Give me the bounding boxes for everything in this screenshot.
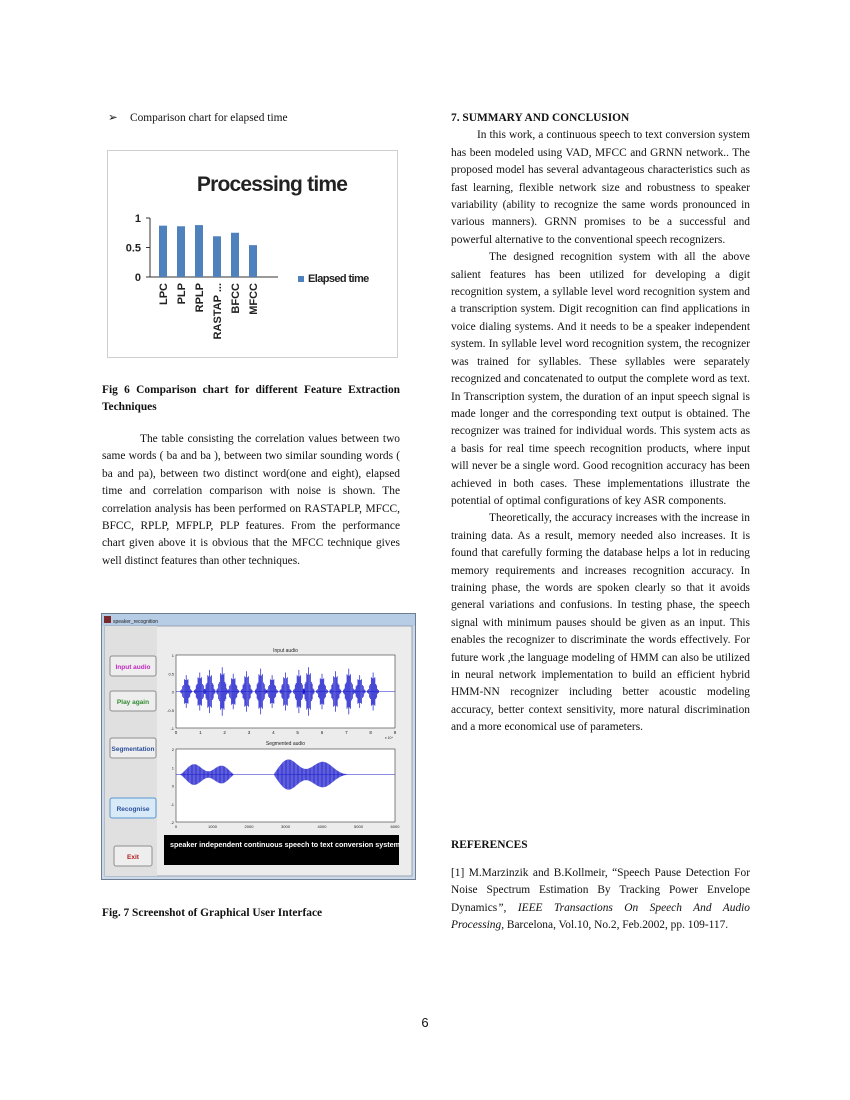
- matlab-app-icon: [104, 616, 111, 623]
- legend-label: Elapsed time: [308, 273, 369, 285]
- plot2-x-tick: 2000: [244, 824, 254, 829]
- chart-svg: [108, 151, 397, 357]
- reference-1-authors-title: [1] M.Marzinzik and B.Kollmeir, “Speech Pause Detection For Noise Spectrum Estimation By Tracking Power Envelope Dynamics: [451, 867, 750, 914]
- bar-4: [231, 233, 239, 277]
- x-tick-label: BFCC: [230, 283, 242, 314]
- gui-button-label: Play again: [116, 699, 150, 706]
- references-title: REFERENCES: [451, 839, 528, 851]
- plot2-x-tick: 4000: [317, 824, 327, 829]
- plot1-x-tick: 9: [393, 730, 397, 735]
- bar-5: [249, 245, 257, 277]
- gui-button-label: Segmentation: [111, 746, 155, 753]
- plot1-title: Input audio: [273, 648, 298, 654]
- plot1-x-tick: 4: [272, 730, 275, 735]
- window-title: speaker_recognition: [113, 619, 159, 625]
- bullet-text: Comparison chart for elapsed time: [130, 112, 288, 124]
- plot2-y-tick: 2: [171, 747, 174, 752]
- plot1-x-tick: 7: [345, 730, 348, 735]
- plot2-y-tick: -2: [170, 820, 174, 825]
- plot2-title: Segmented audio: [265, 741, 306, 747]
- y-tick-label: 0: [134, 272, 141, 284]
- x-tick-label: RASTAP ...: [212, 283, 224, 340]
- fig7-caption: Fig. 7 Screenshot of Graphical User Interface: [102, 907, 323, 919]
- plot1-x-tick: 0: [174, 730, 178, 735]
- section-title: 7. SUMMARY AND CONCLUSION: [451, 112, 630, 124]
- reference-1-journal: ”, IEEE Transactions On Speech And Audio Processing,: [451, 901, 750, 932]
- legend-swatch: [298, 276, 304, 282]
- bar-2: [195, 225, 203, 277]
- gui-svg: [101, 613, 416, 880]
- x-tick-label: PLP: [176, 283, 188, 305]
- plot1-y-tick: -0.5: [167, 707, 174, 713]
- plot1-y-tick: 1: [171, 653, 174, 658]
- summary-paragraph-1: In this work, a continuous speech to text conversion system has been modeled using VAD, MFCC and GRNN network.. The proposed model has several advantageous characteristics such as fast learning, flexible network size and robustness to speaker variability (ability to recognize the same words pronounced in various manners). GRNN promises to be a successful and powerful alternative to the conventional speech recognizers.: [451, 129, 750, 246]
- reference-1-details: Barcelona, Vol.10, No.2, Feb.2002, pp. 109-117.: [504, 919, 729, 932]
- references-section: [451, 839, 750, 935]
- plot2-y-tick: 0: [171, 783, 174, 789]
- x-tick-label: LPC: [158, 283, 170, 305]
- gui-button-label: Input audio: [115, 664, 151, 671]
- fig6-caption: Fig 6 Comparison chart for different Feature Extraction Techniques: [102, 384, 400, 414]
- plot1-y-tick: 0: [171, 689, 174, 695]
- page-number: 6: [421, 1015, 429, 1030]
- plot2-x-tick: 1000: [208, 824, 217, 829]
- chart-title: Processing time: [196, 173, 348, 196]
- plot1-x-tick: 8: [369, 730, 372, 735]
- plot1-x-tick: 1: [199, 730, 202, 735]
- gui-button-label: Recognise: [116, 806, 150, 813]
- gui-button-label: Exit: [127, 854, 139, 861]
- plot1-x-tick: 2: [223, 730, 226, 735]
- bullet-line: [108, 110, 288, 124]
- plot2-y-tick: -1: [170, 801, 174, 807]
- bar-1: [177, 226, 185, 277]
- arrow-bullet-icon: ➢: [108, 112, 118, 124]
- summary-paragraph-3: Theoretically, the accuracy increases with the increase in training data. As a result, memory needed also increases. It is found that carefully forming the database helps a lot in reducing memory requirements and increases recognition accuracy. In training phase, the words are spoken clearly so that it avoids general variations and confusions. In testing phase, the speech signal with minimum pauses should be given as an input. This enables the recognizer to discriminate the words effectively. For future work ,the language modeling of HMM can also be utilized in neural network implementation to build an efficient hybrid HMM-NN recognizer including better acoustic modeling accuracy, better context sensitivity, more natural discrimination and a more economical use of parameters.: [451, 512, 750, 734]
- plot2-x-tick: 0: [174, 824, 178, 829]
- x-tick-label: MFCC: [248, 283, 260, 315]
- plot1-x-tick: 3: [247, 730, 251, 735]
- plot2-x-tick: 3000: [281, 824, 290, 829]
- gui-screenshot: [101, 613, 416, 880]
- summary-paragraph-2: The designed recognition system with all the above salient features has been utilized for developing a digit recognition system, a syllable level word recognition system and a transcription system. Digit recognition can find applications in voice dialing systems. And it needs to be a speaker independent system. In syllable level word recognition system, the recognizer was trained for syllables. These syllables were separately recognized and concatenated to output the complete word as text. In Transcription system, the duration of an input speech signal is made longer and the corresponding text output is obtained. The recognizer was trained for individual words. This system acts as a basis for real time speech recognition products, where input will never be a single word. Good recognition accuracy has been achieved in both cases. These implementations illustrate the potential of optimal configurations of key ASR components.: [451, 251, 750, 507]
- x-tick-label: RPLP: [194, 283, 206, 313]
- plot1-y-tick: -1: [170, 726, 174, 731]
- y-tick-label: 1: [134, 213, 141, 225]
- plot2-x-tick: 5000: [354, 824, 363, 829]
- plot2-y-tick: 1: [171, 765, 174, 771]
- left-paragraph: The table consisting the correlation values between two same words ( ba and ba ), between two similar sounding words ( ba and pa), between two distinct word(one and eight), elapsed time and correlation comparison with noise is shown. The correlation analysis has been performed on RASTAPLP, MFCC, BFCC, RPLP, MFPLP, PLP features. From the performance chart given above it is obvious that the MFCC technique gives well distinct features than other techniques.: [102, 433, 400, 567]
- banner-text: speaker independent continuous speech to text conversion system: [170, 840, 401, 849]
- plot1-x-tick: 5: [296, 730, 299, 735]
- bar-0: [159, 226, 167, 277]
- bar-3: [213, 236, 221, 277]
- plot1-x-tick: 6: [320, 730, 324, 735]
- y-tick-label: 0.5: [125, 242, 141, 255]
- processing-time-chart: [107, 150, 398, 358]
- plot1-y-tick: 0.5: [168, 671, 174, 677]
- right-column: [451, 110, 750, 737]
- plot2-x-tick: 6000: [390, 824, 400, 829]
- plot1-exponent: x 10⁴: [384, 736, 393, 740]
- reference-1: [451, 865, 750, 935]
